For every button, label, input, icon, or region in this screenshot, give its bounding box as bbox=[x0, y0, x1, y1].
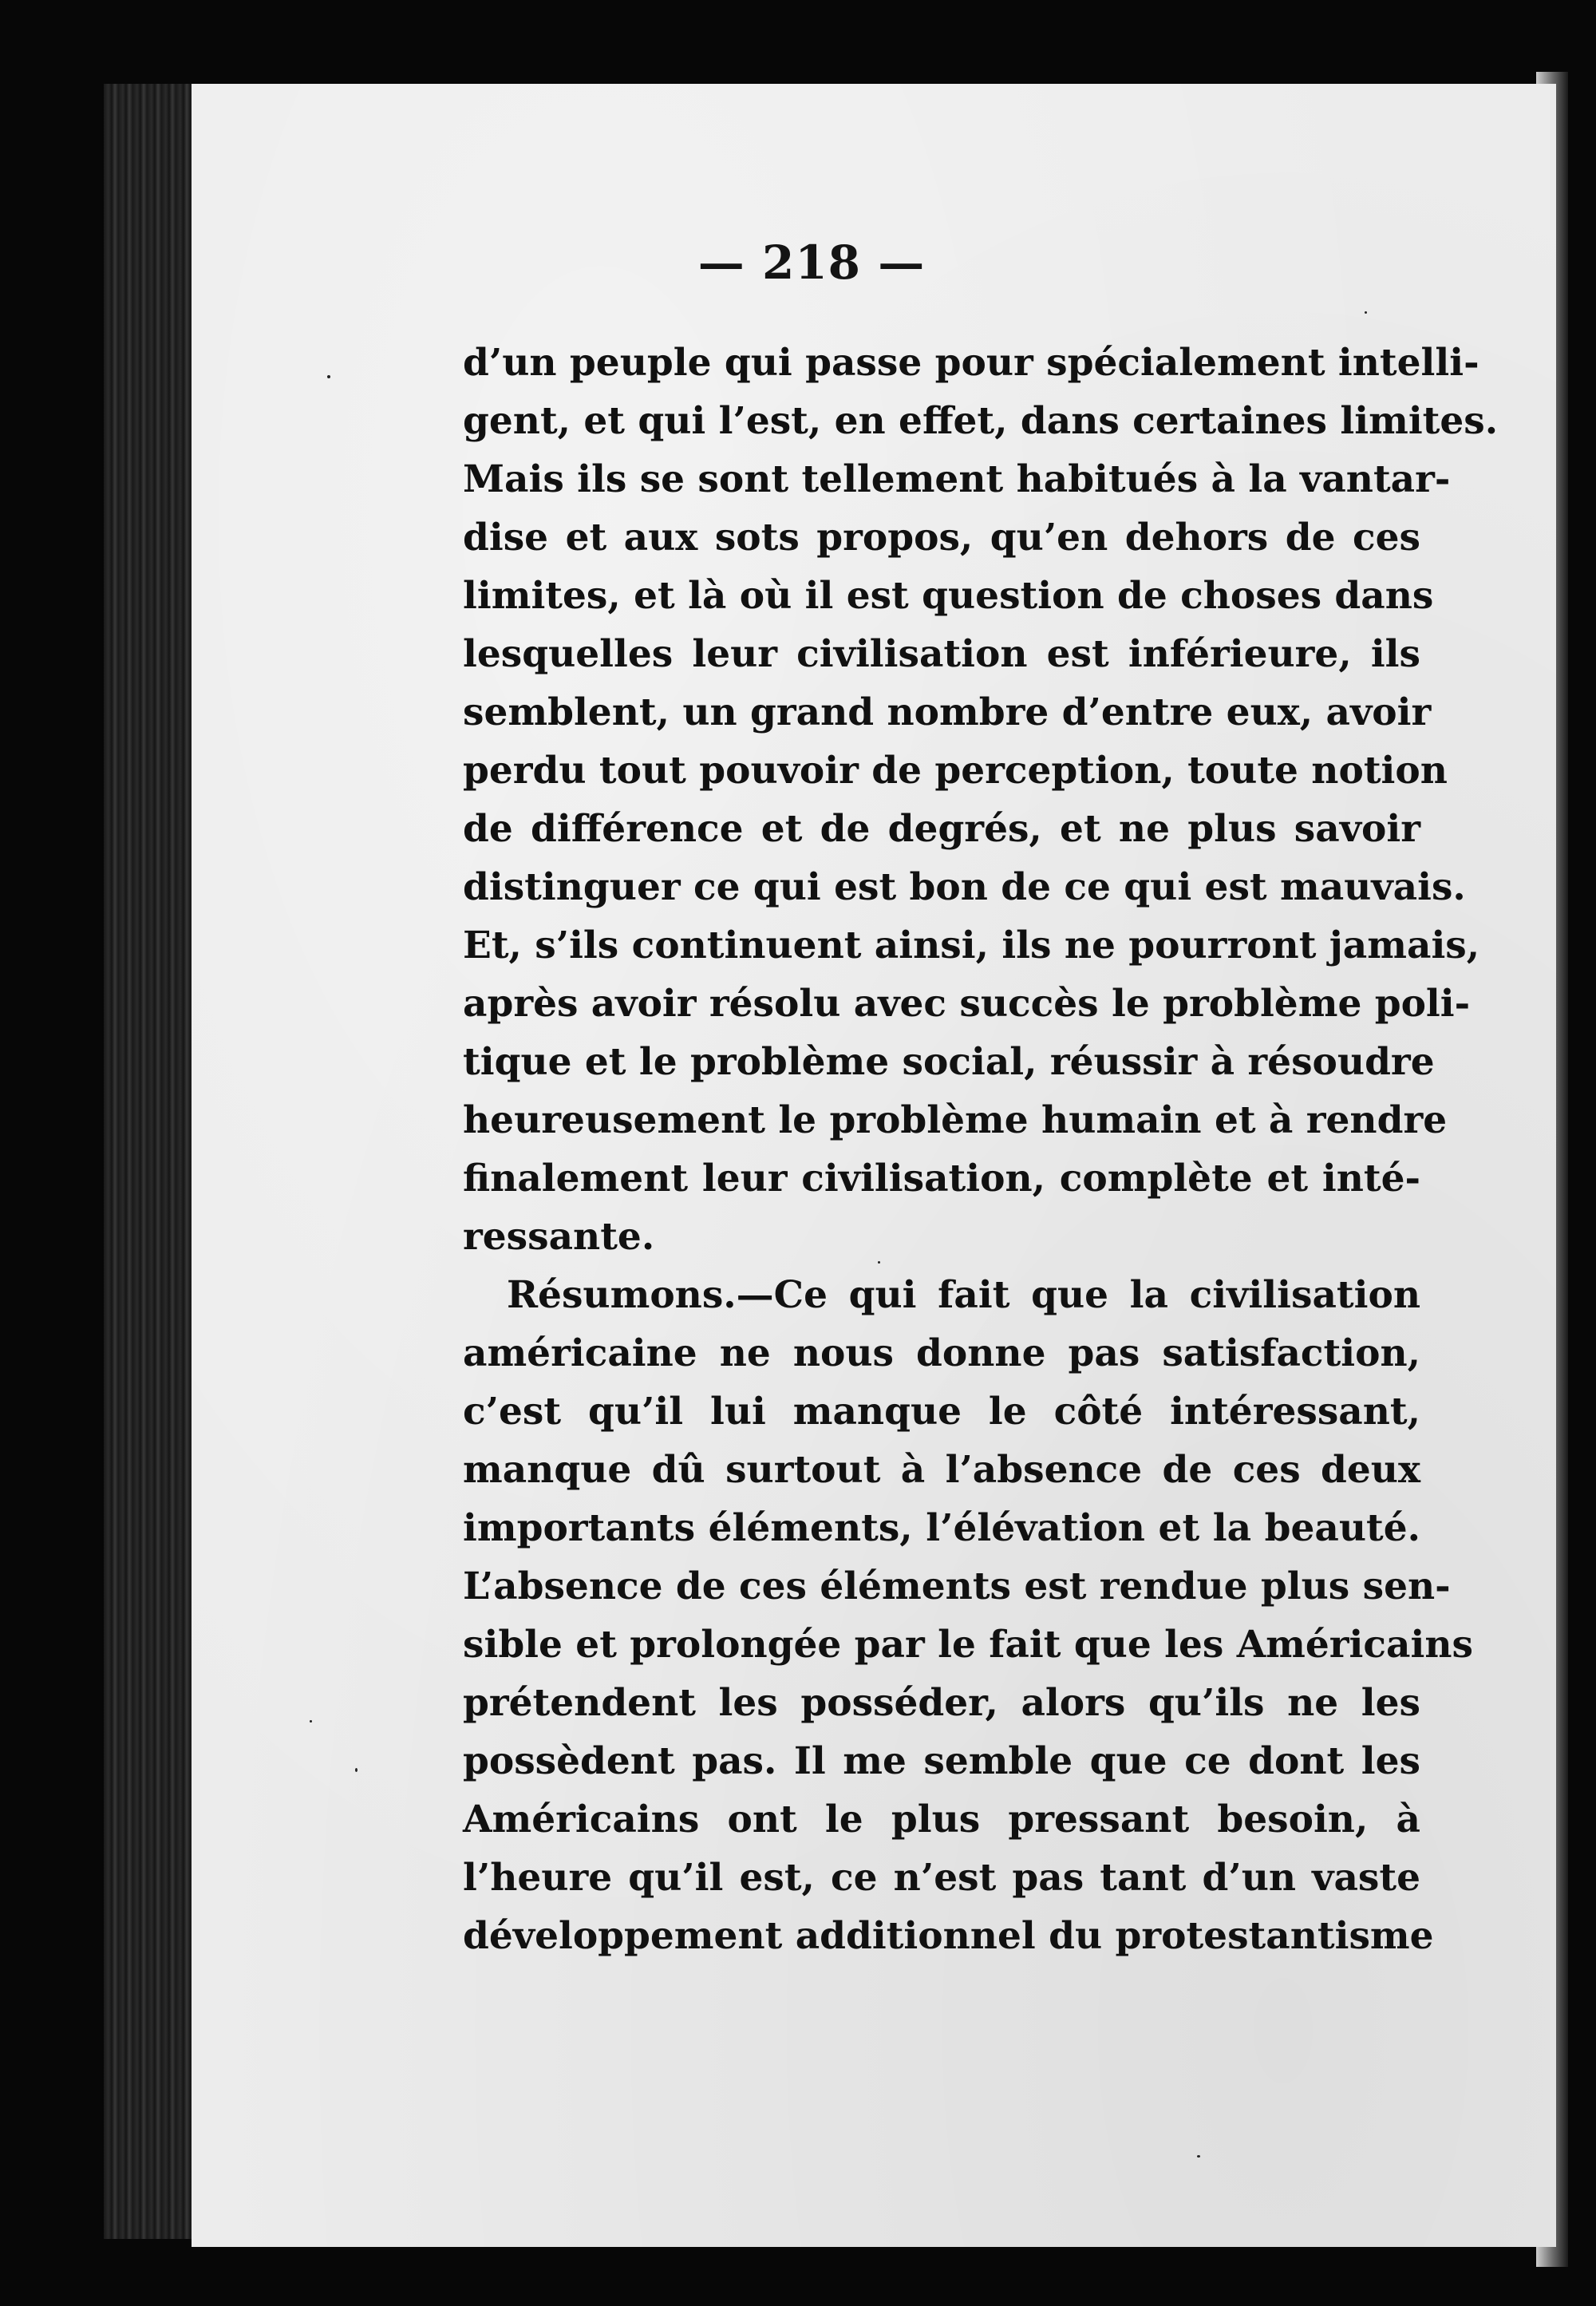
text-line: gent, et qui l’est, en effet, dans certaines limites. bbox=[463, 399, 1499, 443]
text-line: manque dû surtout à l’absence de ces deux bbox=[463, 1448, 1420, 1492]
page-text bbox=[463, 334, 1499, 1965]
text-line: heureusement le problème humain et à rendre bbox=[463, 1098, 1448, 1142]
text-line: Mais ils se sont tellement habitués à la vantar- bbox=[463, 457, 1451, 501]
text-line: semblent, un grand nombre d’entre eux, avoir bbox=[463, 690, 1432, 734]
text-line: lesquelles leur civilisation est inférieure, ils bbox=[463, 632, 1420, 676]
text-line: l’heure qu’il est, ce n’est pas tant d’un vaste bbox=[463, 1856, 1420, 1900]
text-line: importants éléments, l’élévation et la beauté. bbox=[463, 1506, 1420, 1550]
speck bbox=[1365, 311, 1367, 314]
book-spine-edge bbox=[104, 84, 196, 2239]
speck bbox=[878, 1261, 880, 1264]
text-line: tique et le problème social, réussir à résoudre bbox=[463, 1040, 1435, 1084]
text-line: sible et prolongée par le fait que les Américains bbox=[463, 1623, 1473, 1667]
text-line: développement additionnel du protestantisme bbox=[463, 1914, 1434, 1958]
text-line: dise et aux sots propos, qu’en dehors de ces bbox=[463, 516, 1420, 560]
text-line: Américains ont le plus pressant besoin, à bbox=[463, 1798, 1420, 1841]
text-line: L’absence de ces éléments est rendue plus sen- bbox=[463, 1564, 1451, 1608]
speck bbox=[1197, 2155, 1200, 2158]
text-line: c’est qu’il lui manque le côté intéressant, bbox=[463, 1390, 1420, 1434]
text-line: limites, et là où il est question de choses dans bbox=[463, 574, 1434, 618]
speck bbox=[310, 1720, 312, 1723]
text-line: Résumons.—Ce qui fait que la civilisation bbox=[507, 1273, 1420, 1317]
text-line: de différence et de degrés, et ne plus savoir bbox=[463, 807, 1420, 851]
text-line: Et, s’ils continuent ainsi, ils ne pourront jamais, bbox=[463, 924, 1480, 967]
text-line: prétendent les posséder, alors qu’ils ne les bbox=[463, 1681, 1420, 1725]
speck bbox=[355, 1768, 358, 1772]
page-number: — 218 — bbox=[697, 235, 926, 290]
text-line: finalement leur civilisation, complète et inté- bbox=[463, 1157, 1420, 1200]
text-line: ressante. bbox=[463, 1215, 655, 1259]
text-line: distinguer ce qui est bon de ce qui est mauvais. bbox=[463, 865, 1466, 909]
speck bbox=[327, 375, 330, 378]
text-line: après avoir résolu avec succès le problème poli- bbox=[463, 982, 1471, 1026]
text-line: américaine ne nous donne pas satisfaction, bbox=[463, 1331, 1420, 1375]
text-line: possèdent pas. Il me semble que ce dont les bbox=[463, 1739, 1420, 1783]
text-line: perdu tout pouvoir de perception, toute notion bbox=[463, 749, 1448, 793]
text-line: d’un peuple qui passe pour spécialement intelli- bbox=[463, 341, 1479, 385]
